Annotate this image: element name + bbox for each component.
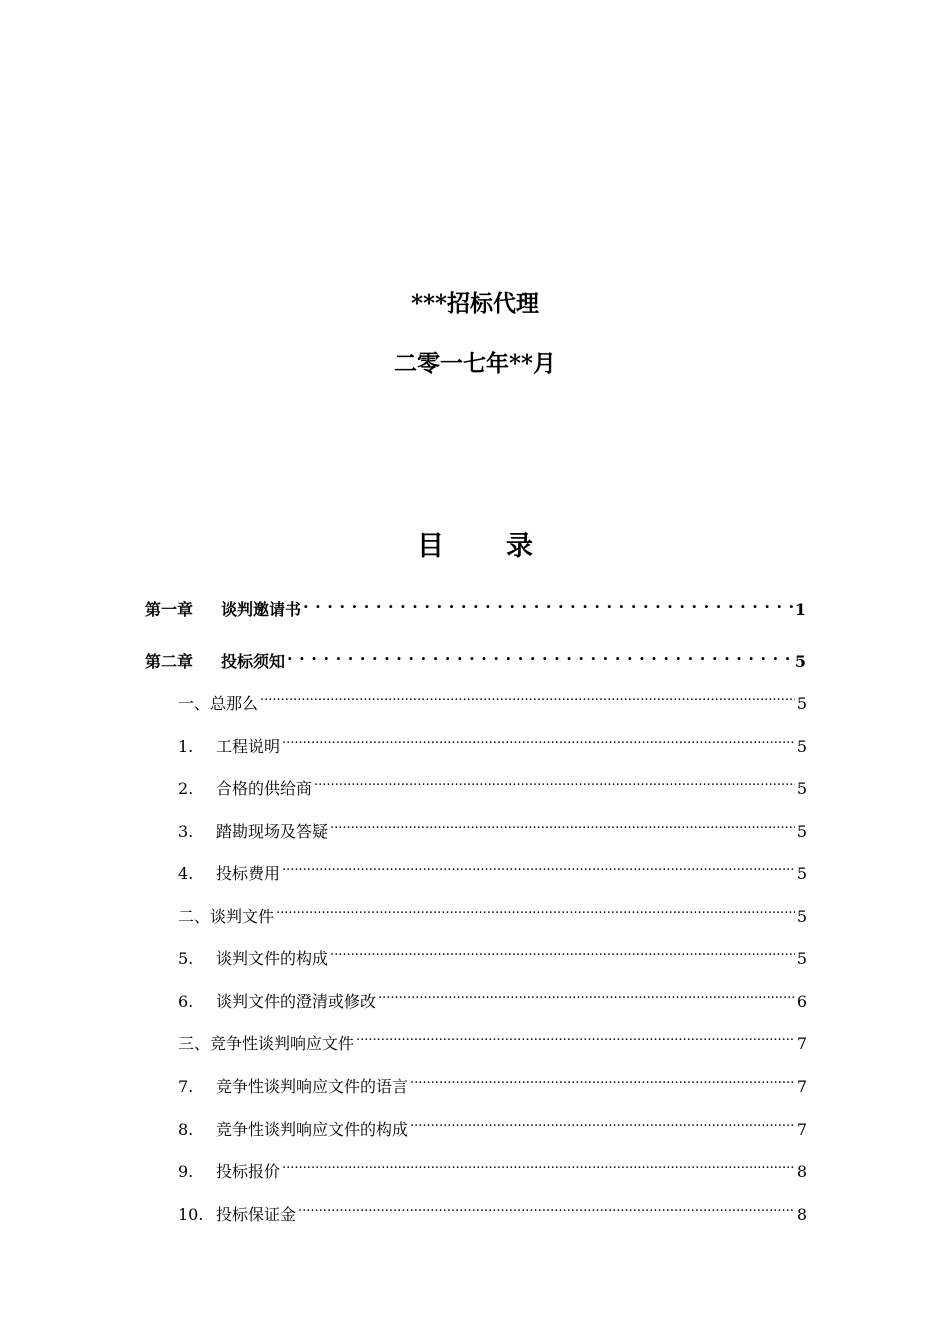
toc-entry-section[interactable] (178, 728, 807, 759)
toc-entry-number: 6. (178, 992, 194, 1011)
toc-entry-text: 合格的供给商 (216, 779, 313, 798)
toc-leader-dots (314, 770, 795, 794)
toc-entry-text: 竞争性谈判响应文件的构成 (216, 1120, 409, 1139)
toc-entry-section[interactable] (178, 940, 807, 971)
toc-entry-text: 投标报价 (216, 1162, 281, 1181)
toc-leader-dots (298, 1196, 795, 1220)
toc-entry-chapter-1[interactable] (145, 591, 806, 622)
toc-entry-text: 投标费用 (216, 864, 281, 883)
toc-entry-section[interactable] (178, 1196, 807, 1227)
toc-entry-page: 1 (794, 600, 806, 619)
toc-entry-page: 7 (796, 1120, 807, 1139)
toc-entry-section[interactable] (178, 770, 807, 801)
toc-entry-section[interactable] (178, 1068, 807, 1099)
toc-entry-page: 7 (796, 1034, 807, 1053)
toc-entry-section[interactable] (178, 685, 807, 716)
toc-entry-text: 谈判邀请书 (221, 600, 302, 619)
toc-leader-dots (260, 685, 795, 709)
toc-entry-number: 9. (178, 1162, 194, 1181)
toc-entry-section[interactable] (178, 983, 807, 1014)
toc-title (0, 530, 950, 564)
toc-entry-text: 工程说明 (216, 737, 281, 756)
toc-entry-section[interactable] (178, 1025, 807, 1056)
toc-leader-dots (276, 898, 795, 922)
toc-entry-section[interactable] (178, 1111, 807, 1142)
toc-leader-dots (378, 983, 795, 1007)
toc-entry-chapter-2[interactable] (145, 643, 806, 674)
toc-entry-text: 竞争性谈判响应文件的语言 (216, 1077, 409, 1096)
toc-entry-text: 踏勘现场及答疑 (216, 822, 329, 841)
toc-entry-page: 5 (796, 822, 807, 841)
toc-leader-dots (410, 1068, 795, 1092)
toc-title-left: 目 (417, 531, 444, 562)
toc-entry-text: 谈判文件的澄清或修改 (216, 992, 377, 1011)
toc-entry-page: 5 (796, 779, 807, 798)
toc-entry-text: 一、总那么 (178, 694, 259, 713)
toc-entry-number: 4. (178, 864, 194, 883)
toc-entry-page: 5 (796, 949, 807, 968)
toc-entry-number: 第二章 (145, 652, 194, 671)
toc-entry-text: 谈判文件的构成 (216, 949, 329, 968)
toc-leader-dots (330, 813, 795, 837)
toc-leader-dots (287, 643, 793, 667)
toc-entry-number: 10. (178, 1205, 204, 1224)
toc-entry-page: 5 (796, 907, 807, 926)
toc-entry-section[interactable] (178, 898, 807, 929)
toc-entry-number: 3. (178, 822, 194, 841)
toc-entry-page: 8 (796, 1162, 807, 1181)
toc-entry-text: 投标保证金 (216, 1205, 297, 1224)
toc-entry-number: 1. (178, 737, 194, 756)
toc-entry-page: 5 (796, 864, 807, 883)
toc-title-right: 录 (506, 531, 533, 562)
toc-entry-number: 2. (178, 779, 194, 798)
toc-leader-dots (282, 728, 795, 752)
toc-entry-page: 5 (796, 737, 807, 756)
toc-leader-dots (282, 855, 795, 879)
toc-leader-dots (356, 1025, 795, 1049)
toc-entry-section[interactable] (178, 855, 807, 886)
agency-name: ***招标代理 (410, 290, 540, 317)
toc-leader-dots (282, 1153, 795, 1177)
toc-entry-section[interactable] (178, 1153, 807, 1184)
document-date: 二零一七年**月 (393, 350, 557, 377)
toc-entry-text: 三、竞争性谈判响应文件 (178, 1034, 355, 1053)
toc-entry-text: 投标须知 (221, 652, 286, 671)
toc-entry-section[interactable] (178, 813, 807, 844)
toc-entry-number: 8. (178, 1120, 194, 1139)
toc-leader-dots (330, 940, 795, 964)
toc-leader-dots (303, 591, 793, 615)
toc-entry-page: 5 (796, 694, 807, 713)
toc-entry-number: 5. (178, 949, 194, 968)
toc-entry-number: 第一章 (145, 600, 194, 619)
toc-entry-text: 二、谈判文件 (178, 907, 275, 926)
toc-entry-page: 7 (796, 1077, 807, 1096)
toc-entry-page: 8 (796, 1205, 807, 1224)
toc-entry-number: 7. (178, 1077, 194, 1096)
toc-entry-page: 5 (794, 652, 806, 671)
toc-entry-page: 6 (796, 992, 807, 1011)
toc-leader-dots (410, 1111, 795, 1135)
